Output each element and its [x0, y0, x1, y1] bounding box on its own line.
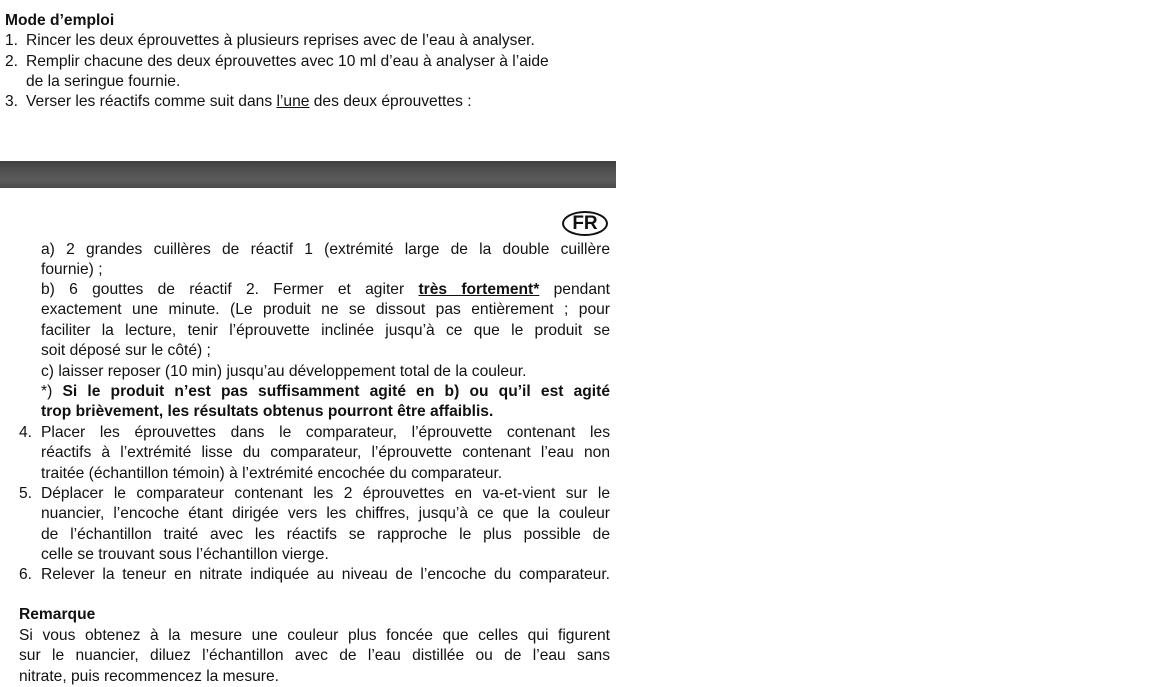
step-5-line-1: Déplacer le comparateur contenant les 2 éprouvettes en va-et-vient sur le [41, 485, 610, 502]
remark-line-3: nitrate, puis recommencez la mesure. [19, 667, 279, 685]
step-1 [5, 31, 605, 51]
substep-c [41, 362, 610, 382]
step-5-line-3: de l’échantillon traité avec les réactifs se rapproche le plus possible de [41, 525, 610, 543]
substep-a [41, 240, 610, 281]
step-2-number: 2. [5, 53, 19, 70]
page-separator-band [0, 161, 616, 188]
step-1-number: 1. [5, 32, 19, 49]
substep-b-line-1 [41, 280, 610, 300]
substep-a-line-1: a) 2 grandes cuillères de réactif 1 (extrémité large de la double cuillère [41, 241, 610, 258]
step-2-line-2: de la seringue fournie. [26, 73, 181, 91]
step-4-number: 4. [19, 424, 33, 441]
step-3 [5, 92, 605, 112]
step-6-number: 6. [19, 566, 33, 583]
substep-b-line-1-post: pendant [539, 281, 610, 298]
substep-c-line-1: c) laisser reposer (10 min) jusqu’au développement total de la couleur. [41, 363, 527, 380]
step-2 [5, 52, 605, 93]
step-5-line-2: nuancier, l’encoche étant dirigée vers les chiffres, jusqu’à ce que la couleur [41, 505, 610, 523]
substep-a-line-2: fournie) ; [41, 261, 103, 279]
step-3-text-post: des deux éprouvettes : [309, 93, 472, 110]
substep-b-line-2: exactement une minute. (Le produit ne se dissout pas entièrement ; pour [41, 301, 610, 319]
warning-note-line-2: trop brièvement, les résultats obtenus pourront être affaiblis. [41, 403, 494, 421]
step-3-underlined: l’une [276, 93, 310, 110]
step-5-line-4: celle se trouvant sous l’échantillon vierge. [41, 545, 329, 563]
warning-note-line-1-text: Si le produit n’est pas suffisamment agité en b) ou qu’il est agité [62, 383, 611, 400]
step-3-number: 3. [5, 93, 19, 110]
step-3-text [26, 92, 605, 112]
remark-line-1: Si vous obtenez à la mesure une couleur plus foncée que celles qui figurent [19, 627, 610, 644]
remark-heading: Remarque [19, 606, 96, 623]
substep-b-emphasis: très fortement* [418, 281, 540, 298]
step-3-text-pre: Verser les réactifs comme suit dans [26, 93, 277, 110]
step-4-line-2: réactifs à l’extrémité lisse du comparateur, l’éprouvette contenant l’eau non [41, 444, 610, 462]
mode-emploi-heading: Mode d’emploi [5, 12, 115, 29]
substep-b-line-1-pre: b) 6 gouttes de réactif 2. Fermer et agiter [41, 281, 419, 298]
remark-line-2: sur le nuancier, diluez l’échantillon avec de l’eau distillée ou de l’eau sans [19, 647, 610, 665]
step-1-text: Rincer les deux éprouvettes à plusieurs reprises avec de l’eau à analyser. [26, 32, 535, 49]
warning-note [41, 382, 610, 423]
step-6-line-1: Relever la teneur en nitrate indiquée au niveau de l’encoche du comparateur. [41, 566, 610, 583]
substep-b-line-4: soit déposé sur le côté) ; [41, 341, 211, 359]
substep-b-line-3: faciliter la lecture, tenir l’éprouvette inclinée jusqu’à ce que le produit se [41, 321, 610, 339]
step-4-line-3: traitée (échantillon témoin) à l’extrémité encochée du comparateur. [41, 464, 503, 482]
step-5-number: 5. [19, 485, 33, 502]
fr-language-badge: FR [562, 211, 608, 236]
step-2-line-1: Remplir chacune des deux éprouvettes avec 10 ml d’eau à analyser à l’aide [26, 53, 549, 70]
step-4 [19, 423, 610, 484]
step-4-line-1: Placer les éprouvettes dans le comparateur, l’éprouvette contenant les [41, 424, 610, 441]
warning-note-line-1 [41, 382, 610, 402]
warning-note-prefix: *) [41, 383, 63, 400]
step-6 [19, 565, 610, 585]
step-5 [19, 484, 610, 565]
substep-b [41, 280, 610, 361]
remark-text [19, 626, 610, 687]
